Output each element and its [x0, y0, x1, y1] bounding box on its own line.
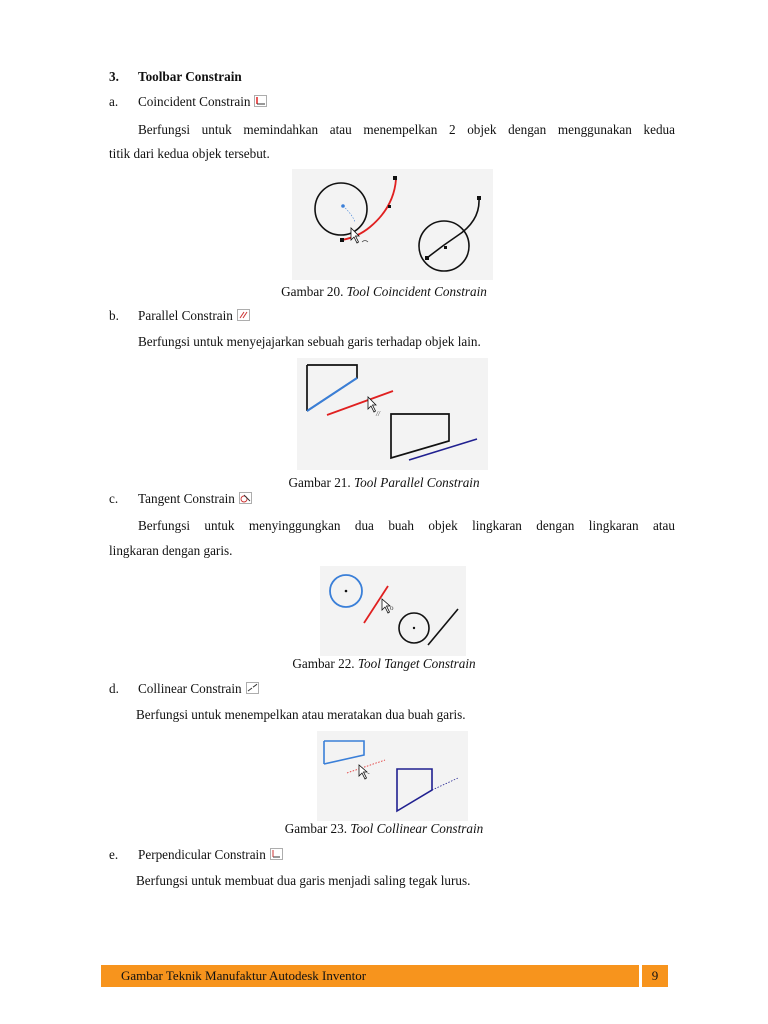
item-a-description-line1: Berfungsi untuk memindahkan atau menempelkan 2 objek dengan menggunakan kedua — [138, 122, 675, 137]
item-c-heading — [138, 491, 252, 507]
figure-23-collinear — [317, 731, 468, 821]
caption-prefix: Gambar 23. — [284, 821, 348, 836]
item-d-title: Collinear Constrain — [138, 681, 242, 696]
item-e-heading — [138, 847, 283, 863]
item-d-letter: d. — [109, 681, 119, 696]
parallel-constraint-icon — [237, 309, 250, 321]
caption-title: Tool Collinear Constrain — [350, 821, 484, 836]
item-a-description-line2: titik dari kedua objek tersebut. — [109, 146, 270, 161]
item-b-heading — [138, 308, 250, 324]
perpendicular-constraint-icon — [270, 848, 283, 860]
item-a-letter: a. — [109, 94, 119, 109]
item-b-title: Parallel Constrain — [138, 308, 233, 323]
caption-prefix: Gambar 22. — [292, 656, 355, 671]
figure-21-parallel — [297, 358, 488, 470]
item-c-letter: c. — [109, 491, 119, 506]
svg-text:o: o — [390, 604, 394, 612]
item-e-title: Perpendicular Constrain — [138, 847, 266, 862]
item-e-letter: e. — [109, 847, 119, 862]
item-b-description: Berfungsi untuk menyejajarkan sebuah garis terhadap objek lain. — [138, 334, 481, 349]
caption-prefix: Gambar 21. — [288, 475, 351, 490]
section-number: 3. — [109, 69, 119, 84]
section-title: Toolbar Constrain — [138, 69, 242, 84]
caption-prefix: Gambar 20. — [281, 284, 344, 299]
page-number: 9 — [639, 965, 668, 987]
item-e-description: Berfungsi untuk membuat dua garis menjadi saling tegak lurus. — [136, 873, 471, 888]
figure-22-tangent — [320, 566, 466, 656]
coincident-constraint-icon — [254, 95, 267, 107]
svg-text://: // — [376, 410, 380, 418]
svg-text:ˇ: ˇ — [367, 772, 370, 780]
figure-22-caption — [0, 656, 768, 672]
item-c-title: Tangent Constrain — [138, 491, 235, 506]
figure-23-caption — [0, 821, 768, 837]
caption-title: Tool Parallel Constrain — [354, 475, 480, 490]
caption-title: Tool Tanget Constrain — [357, 656, 476, 671]
item-d-heading — [138, 681, 259, 697]
item-a-title: Coincident Constrain — [138, 94, 251, 109]
item-a-heading — [138, 94, 267, 110]
item-b-letter: b. — [109, 308, 119, 323]
footer-title: Gambar Teknik Manufaktur Autodesk Inventor — [121, 968, 367, 983]
item-c-description-line1: Berfungsi untuk menyinggungkan dua buah objek lingkaran dengan lingkaran atau — [138, 518, 675, 533]
figure-20-caption — [0, 284, 768, 300]
figure-20-coincident — [292, 169, 493, 280]
figure-21-caption — [0, 475, 768, 491]
caption-title: Tool Coincident Constrain — [346, 284, 487, 299]
item-d-description: Berfungsi untuk menempelkan atau meratakan dua buah garis. — [136, 707, 466, 722]
collinear-constraint-icon — [246, 682, 259, 694]
item-c-description-line2: lingkaran dengan garis. — [109, 543, 233, 558]
tangent-constraint-icon — [239, 492, 252, 504]
page-footer — [101, 965, 668, 987]
